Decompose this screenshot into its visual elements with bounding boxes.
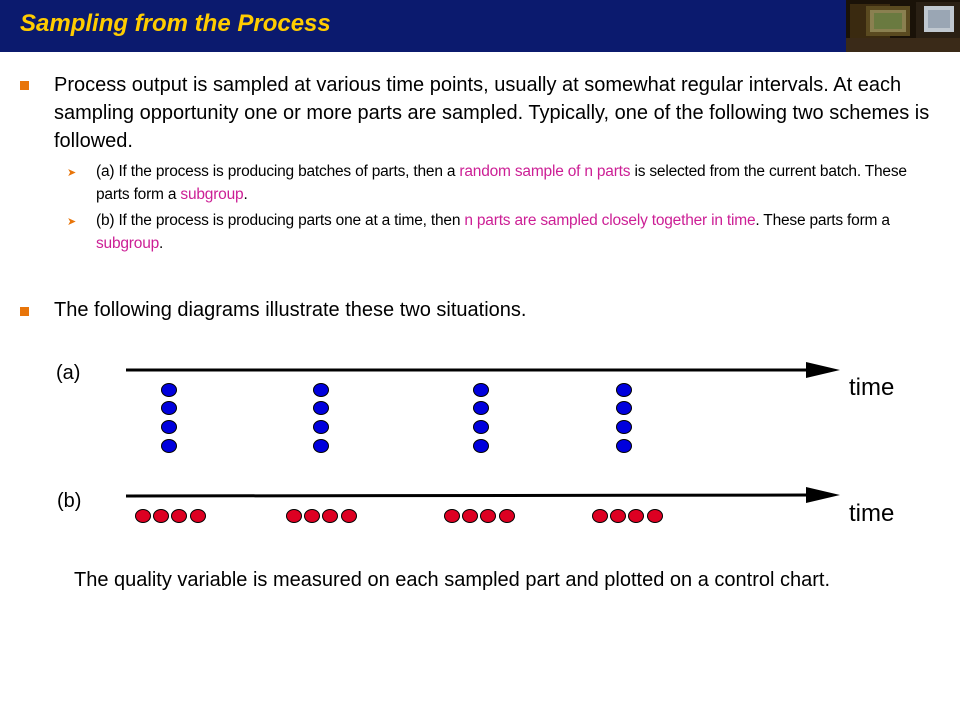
sampled-part-b (323, 510, 338, 523)
sub-bullet-b-text-2: . These parts form a (755, 212, 890, 229)
subgroups-b (136, 510, 663, 523)
sampled-part-a (162, 402, 177, 415)
sampled-part-b (154, 510, 169, 523)
sub-bullet-a-highlight-2: subgroup (180, 186, 244, 203)
sampled-part-b (445, 510, 460, 523)
sampled-part-a (617, 402, 632, 415)
sampled-part-b (611, 510, 626, 523)
timeline-b-arrowhead (806, 487, 840, 503)
sampled-part-b (305, 510, 320, 523)
timeline-a-arrowhead (806, 362, 840, 378)
sub-bullet-a-text-2: is selected from the current batch. These parts form a (96, 163, 907, 203)
sub-bullet-arrow-icon: ➤ (67, 216, 77, 228)
sampled-part-b (500, 510, 515, 523)
slide-title: Sampling from the Process (20, 10, 331, 37)
sampled-part-a (617, 421, 632, 434)
sampled-part-a (314, 440, 329, 453)
sampled-part-a (314, 402, 329, 415)
bullet-text-diagrams: The following diagrams illustrate these two situations. (54, 299, 527, 321)
diagram-b-label: (b) (57, 490, 82, 512)
sampled-part-a (474, 402, 489, 415)
sub-bullet-b-text-1: (b) If the process is producing parts one at a time, then (96, 212, 465, 229)
sampled-part-b (136, 510, 151, 523)
subgroups-a (162, 384, 632, 453)
sub-bullet-arrow-icon: ➤ (67, 167, 77, 179)
sampled-part-b (191, 510, 206, 523)
sampled-part-a (162, 421, 177, 434)
diagram-a-label: (a) (56, 362, 81, 384)
sub-bullet-a-highlight-1: random sample of n parts (459, 163, 631, 180)
sampled-part-b (342, 510, 357, 523)
sampled-part-a (162, 384, 177, 397)
sampled-part-a (314, 384, 329, 397)
sampled-part-b (287, 510, 302, 523)
sampled-part-a (162, 440, 177, 453)
sampled-part-b (629, 510, 644, 523)
sampled-part-b (172, 510, 187, 523)
time-label-a: time (849, 374, 895, 401)
sampled-part-a (617, 440, 632, 453)
bullet-text-sampling: Process output is sampled at various time points, usually at somewhat regular intervals. At each sampling opportunity one or more parts are sampled. Typically, one of the following two schemes is followed. (54, 74, 930, 152)
sampled-part-a (617, 384, 632, 397)
sampled-part-b (481, 510, 496, 523)
sub-bullet-a-text-1: (a) If the process is producing batches of parts, then a (96, 163, 460, 180)
sub-bullet-b-text-3: . (159, 235, 164, 252)
sampled-part-a (474, 384, 489, 397)
sub-bullet-a-text-3: . (243, 186, 248, 203)
caption: The quality variable is measured on each sampled part and plotted on a control chart. (74, 569, 830, 591)
sub-bullet-b-highlight-2: subgroup (96, 235, 160, 252)
timeline-b (126, 495, 812, 496)
time-label-b: time (849, 500, 895, 527)
sub-bullet-b-highlight-1: n parts are sampled closely together in time (464, 212, 756, 229)
sampled-part-a (474, 440, 489, 453)
sampled-part-a (314, 421, 329, 434)
sampled-part-b (463, 510, 478, 523)
sampled-part-a (474, 421, 489, 434)
sampled-part-b (648, 510, 663, 523)
sampled-part-b (593, 510, 608, 523)
